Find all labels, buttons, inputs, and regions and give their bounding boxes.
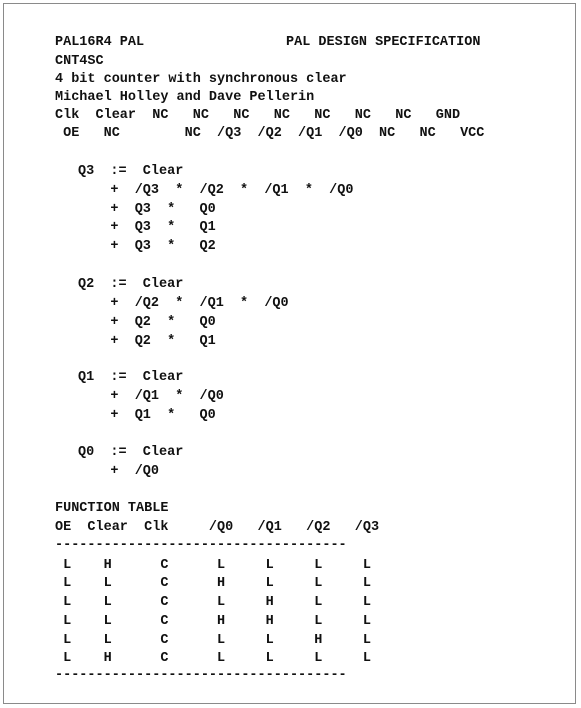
equation-q0-line: + /Q0 [78,464,160,479]
device-name: PAL16R4 PAL [55,35,145,50]
equation-q2-line: + /Q2 * /Q1 * /Q0 [78,296,289,311]
function-table-row: L L C H L L L [55,576,371,591]
equation-q0-line: Q0 := Clear [78,445,184,460]
equation-q1-line: + /Q1 * /Q0 [78,389,224,404]
function-table-row: L H C L L L L [55,651,371,666]
function-table-title: FUNCTION TABLE [55,501,169,516]
part-name: CNT4SC [55,54,104,69]
equation-q2-line: + Q2 * Q0 [78,315,216,330]
equation-q1-line: + Q1 * Q0 [78,408,216,423]
function-table-header: OE Clear Clk /Q0 /Q1 /Q2 /Q3 [55,520,380,535]
document-page [3,3,576,704]
function-table-row: L H C L L L L [55,558,371,573]
equation-q1-line: Q1 := Clear [78,370,184,385]
pin-list-row-2: OE NC NC /Q3 /Q2 /Q1 /Q0 NC NC VCC [55,126,485,141]
description: 4 bit counter with synchronous clear [55,72,347,87]
function-table-divider: ------------------------------------ [55,538,347,553]
equation-q3-line: + /Q3 * /Q2 * /Q1 * /Q0 [78,183,354,198]
equation-q3-line: + Q3 * Q2 [78,239,216,254]
authors: Michael Holley and Dave Pellerin [55,90,315,105]
function-table-row: L L C L H L L [55,595,371,610]
pin-list-row-1: Clk Clear NC NC NC NC NC NC NC GND [55,108,461,123]
equation-q3-line: + Q3 * Q1 [78,220,216,235]
equation-q3-line: + Q3 * Q0 [78,202,216,217]
spec-title: PAL DESIGN SPECIFICATION [286,35,481,50]
function-table-bottom-divider: ------------------------------------ [55,668,347,683]
function-table-row: L L C H H L L [55,614,371,629]
equation-q3-line: Q3 := Clear [78,164,184,179]
equation-q2-line: Q2 := Clear [78,277,184,292]
equation-q2-line: + Q2 * Q1 [78,334,216,349]
function-table-row: L L C L L H L [55,633,371,648]
